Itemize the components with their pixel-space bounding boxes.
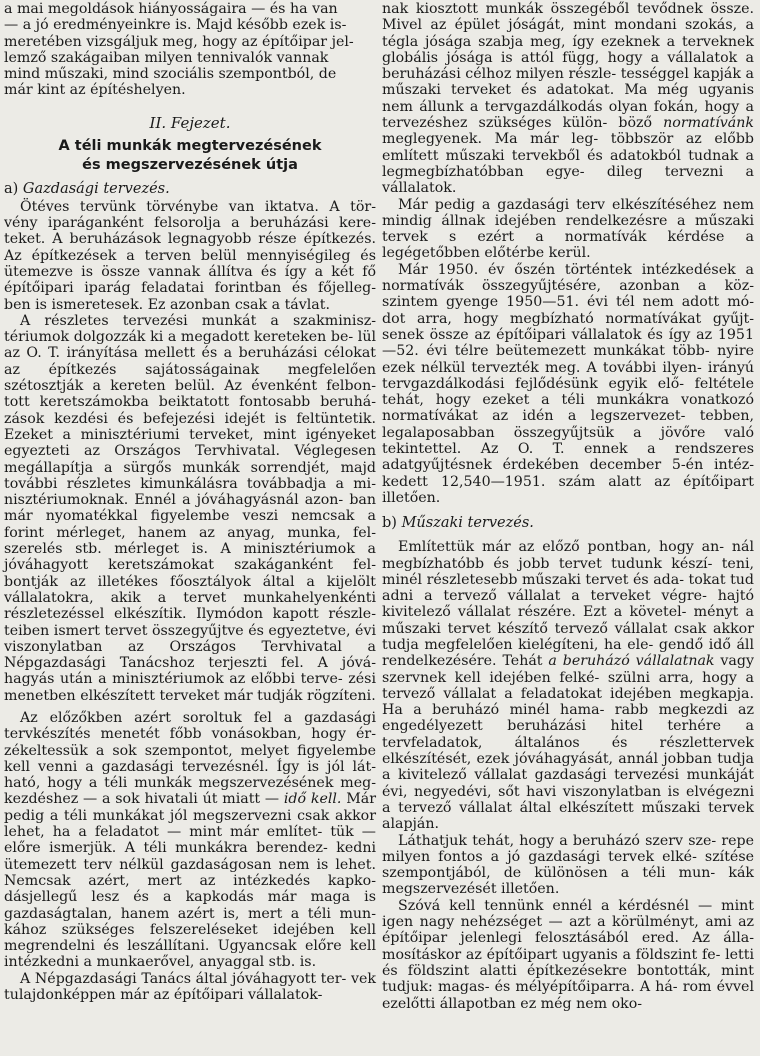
paragraph: Az előzőkben azért soroltuk fel a gazdasági tervkészítés menetét főbb vonásokban, hogy ér- zékeltessük a sok szempontot, melyet figyelembe kell venni a gazdasági tervezésnél. Így is jól lát- ható, hogy a téli munkák megszervezésének meg- kezdéshez — a sok hivatali út miatt — idő kell. Már pedig a téli munkákat jól megszervezni csak akkor lehet, ha a feladatot — mint már említet- tük — előre ismerjük. A téli munkákra berendez- kedni ütemezett terv nélkül gazdaságosan nem is lehet. Nemcsak azért, mert az intézkedés kapko- dásjellegű lesz és a kapkodás már maga is gazdaságtalan, hanem azért is, mert a téli mun- kához szükséges felszereléseket idejében kell megrendelni és leszállítani. Ugyancsak előre kell intézkedni a munkaerővel, anyaggal stb. is. — [4, 709, 376, 971]
paragraph: Ötéves tervünk törvénybe van iktatva. A tör- vény iparáganként felsorolja a beruházási kere- teket. A beruházások legnagyobb része építkezés. Az építkezések a terven belül mennyiségileg és ütemezve is össze vannak állítva és így a két fő építőipari iparág feladatai forintban és főjelleg- ben is ismeretesek. Ez azonban csak a távlat. — [4, 198, 376, 313]
paragraph: Szóvá kell tennünk ennél a kérdésnél — mint igen nagy nehézséget — azt a körülményt, ami az építőipar jelenlegi felosztásából ered. Az álla- mosításkor az építőipart ugyanis a földszint fe- letti és földszint alatti építkezésekre bontották, mint tudjuk: magas- és mélyépítőiparra. A há- rom évvel ezelőtti állapotban ez még nem oko- — [382, 897, 754, 1012]
chapter-number: II. Fejezet. — [149, 113, 231, 132]
section-heading-b: b) Műszaki tervezés. — [382, 515, 534, 532]
intro-text: a mai megoldások hiányosságaira — és ha van — a jó eredményeinkre is. Majd később ezek is- meretében vizsgáljuk meg, hogy az építőipar jel- lemző szakágaiban milyen tennivalók vannak mind műszaki, mind szociális szempontból, de már kint az építéshelyen. — [4, 1, 354, 99]
paragraph: Láthatjuk tehát, hogy a beruházó szerv sze- repe milyen fontos a jó gazdasági tervek elké- szítése szempontjából, de különösen a téli mun- kák megszervezését illetően. — [382, 832, 754, 898]
emphasis: a beruházó vállalatnak — [548, 653, 715, 670]
chapter-title: A téli munkák megtervezésének és megszervezésének útja — [58, 137, 322, 173]
section-heading-a: a) Gazdasági tervezés. — [4, 180, 170, 197]
left-column — [4, 0, 376, 1056]
emphasis: idő kell. — [283, 791, 342, 808]
paragraph: A részletes tervezési munkát a szakminisz- tériumok dolgozzák ki a megadott kereteken be- lül az O. T. irányítása mellett és a beruházási célokat az építkezés sajátosságainak megfelelően szétosztják a kereten belül. Az évenként felbon- tott keretszámokba beiktatott fontosabb beruhá- zások kezdési és befejezési idejét is feltüntetik. Ezeket a minisztériumi terveket, mint igényeket egyezteti az Országos Tervhivatal. Véglegesen megállapítja a sürgős munkák sorrendjét, majd további részletes kimunkálásra továbbadja a mi- nisztériumoknak. Ennél a jóváhagyásnál azon- ban már nyomatékkal figyelembe veszi nemcsak a forint mérleget, hanem az anyag, munka, fel- szerelés stb. mérleget is. A minisztériumok a jóváhagyott keretszámokat szakáganként fel- bontják az illetékes főosztályok által a kijelölt vállalatokra, akik a tervet munkahelyenkénti részletezéssel elkészítik. Ilymódon kapott részle- teiben ismert tervet összegyűjtve és egyeztetve, évi viszonylatban az Országos Tervhivatal a Népgazdasági Tanácshoz terjeszti fel. A jóvá- hagyás után a minisztériumok az előbbi terve- zési menetben elkészített terveket már tudják rögzíteni. — [4, 312, 376, 704]
paragraph: nak kiosztott munkák összegéből tevődnek össze. Mivel az épület jóságát, mint mondani szokás, a tégla jósága szabja meg, így ezeknek a terveknek globális jósága is attól függ, hogy a vállalatok a beruházási célhoz milyen részle- tességgel kapják a műszaki terveket és adatokat. Ma még ugyanis nem állunk a tervgazdálkodás olyan fokán, hogy a tervezéshez szükséges külön- böző normatívánk meglegyenek. Ma már leg- többször az előbb említett műszaki tervekből és adatokból tudnak a legmegbízhatóbban egye- dileg tervezni a vállalatok. — [382, 1, 754, 197]
right-column — [382, 0, 754, 1056]
paragraph: Már 1950. év őszén történtek intézkedések a normatívák összegyűjtésére, azonban a köz- szintem gyenge 1950—51. évi tél nem adott mó- dot arra, hogy megbízható normatívákat gyűjt- senek össze az építőipari vállalatok és így az 1951—52. évi télre beütemezett munkákat több- nyire ezek nélkül tervezték meg. A további ilyen- irányú tervgazdálkodási fejlődésünk egyik elő- feltétele tehát, hogy ezeket a téli munkákra vonatkozó normatívákat az idén a legszervezet- tebben, legalaposabban összegyűjtsük a jövőre való tekintettel. Az O. T. ennek a rendszeres adatgyűjtésnek érdekében december 5-én intéz- kedett 12,540—1951. szám alatt az építőipart illetően. — [382, 261, 754, 506]
paragraph: Már pedig a gazdasági terv elkészítéséhez nem mindig állnak idejében rendelkezésre a műszaki tervek s ezért a normatívák kérdése a legégetőbben előtérbe kerül. — [382, 196, 754, 262]
emphasis: normatívánk — [663, 115, 754, 132]
paragraph: A Népgazdasági Tanács által jóváhagyott ter- vek tulajdonképpen már az építőipari vállalatok- — [4, 970, 376, 1004]
paragraph: Említettük már az előző pontban, hogy an- nál megbízhatóbb és jobb tervet tudunk készí- teni, minél részletesebb műszaki tervet és ada- tokat tud adni a tervező vállalat a terveket végre- hajtó kivitelező vállalat részére. Ezt a követel- ményt a műszaki tervet készítő tervező vállalat csak akkor tudja megfelelően kielégíteni, ha ele- gendő idő áll rendelkezésére. Tehát a beruházó vállalatnak vagy szervnek kell idejében felké- szülni arra, hogy a tervező vállalat a feladatokat idejében megkapja. Ha a beruházó minél hama- rabb megkezdi az engedélyezett beruházási hitel terhére a tervfeladatok, általános és részlettervek elkészítését, ezek jóváhagyását, annál jobban tudja a kivitelező vállalat gazdasági tervezési munkáját évi, negyedévi, sőt havi viszonylatban is elvégezni a tervező vállalat által elkészített műszaki tervek alapján. — [382, 539, 754, 833]
